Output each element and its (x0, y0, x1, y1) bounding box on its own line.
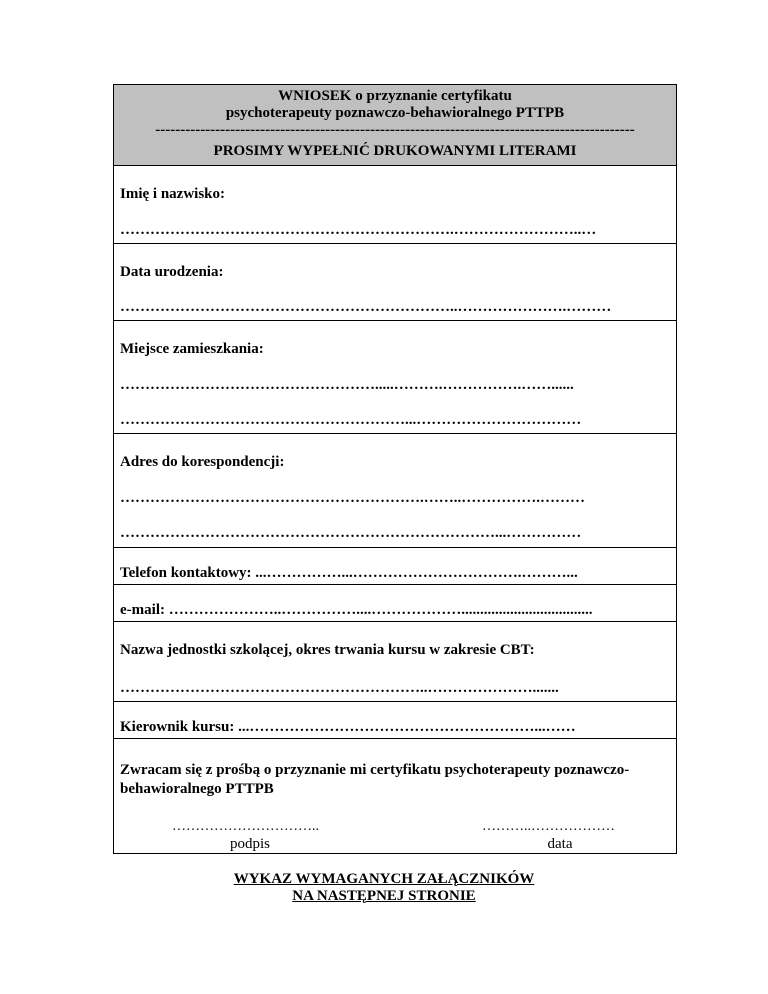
email-row (114, 585, 676, 622)
supervisor-field[interactable]: Kierownik kursu: ...…………………………………………………...…… (120, 719, 576, 735)
date-label: data (547, 836, 573, 852)
supervisor-row (114, 702, 676, 739)
request-text: Zwracam się z prośbą o przyznanie mi certyfikatu psychoterapeuty poznawczo-behawioralnego PTTPB (120, 762, 630, 797)
phone-row (114, 548, 676, 585)
header-separator: ------------------------------------------------------------------------------------------------ (155, 122, 635, 138)
attachments-note-line2: NA NASTĘPNEJ STRONIE (292, 888, 476, 904)
birth-date-row (114, 244, 676, 321)
name-row (114, 166, 676, 244)
training-label: Nazwa jednostki szkolącej, okres trwania kursu w zakresie CBT: (120, 642, 535, 658)
signature-label: podpis (229, 836, 270, 852)
correspondence-field-line2[interactable]: …………………………………………………………………...…………… (120, 525, 582, 541)
email-field[interactable]: e-mail: …………………..……………....………………................................... (120, 602, 593, 618)
training-row (114, 622, 676, 702)
birth-date-label: Data urodzenia: (120, 264, 224, 280)
request-row (114, 739, 676, 853)
form-header (114, 85, 676, 166)
training-field[interactable]: ……………………………………………………..…………………....... (120, 680, 559, 696)
application-form (113, 84, 677, 854)
attachments-note-line1: WYKAZ WYMAGANYCH ZAŁĄCZNIKÓW (233, 871, 535, 887)
birth-date-field[interactable]: …………………………………………………………..………………….……… (120, 299, 612, 315)
correspondence-field-line1[interactable]: …………………………………………………….……..…………….……… (120, 490, 585, 506)
date-field[interactable]: ………..……………… (482, 819, 615, 834)
correspondence-label: Adres do korespondencji: (120, 454, 285, 470)
residence-row (114, 321, 676, 434)
name-label: Imię i nazwisko: (120, 186, 225, 202)
residence-field-line2[interactable]: …………………………………………………...…………………………… (120, 412, 582, 428)
phone-field[interactable]: Telefon kontaktowy: ...……………...…………………………….………... (120, 565, 578, 581)
form-instruction: PROSIMY WYPEŁNIĆ DRUKOWANYMI LITERAMI (213, 143, 577, 159)
correspondence-row (114, 434, 676, 548)
residence-label: Miejsce zamieszkania: (120, 341, 264, 357)
signature-field[interactable]: ………………………….. (172, 819, 319, 834)
form-title-line2: psychoterapeuty poznawczo-behawioralnego PTTPB (225, 105, 565, 121)
residence-field-line1[interactable]: …………………………………………….....……….…………….……...... (120, 377, 574, 393)
name-field[interactable]: ………………………………………………………….……………………..… (120, 222, 597, 238)
form-title-line1: WNIOSEK o przyznanie certyfikatu (278, 88, 512, 104)
